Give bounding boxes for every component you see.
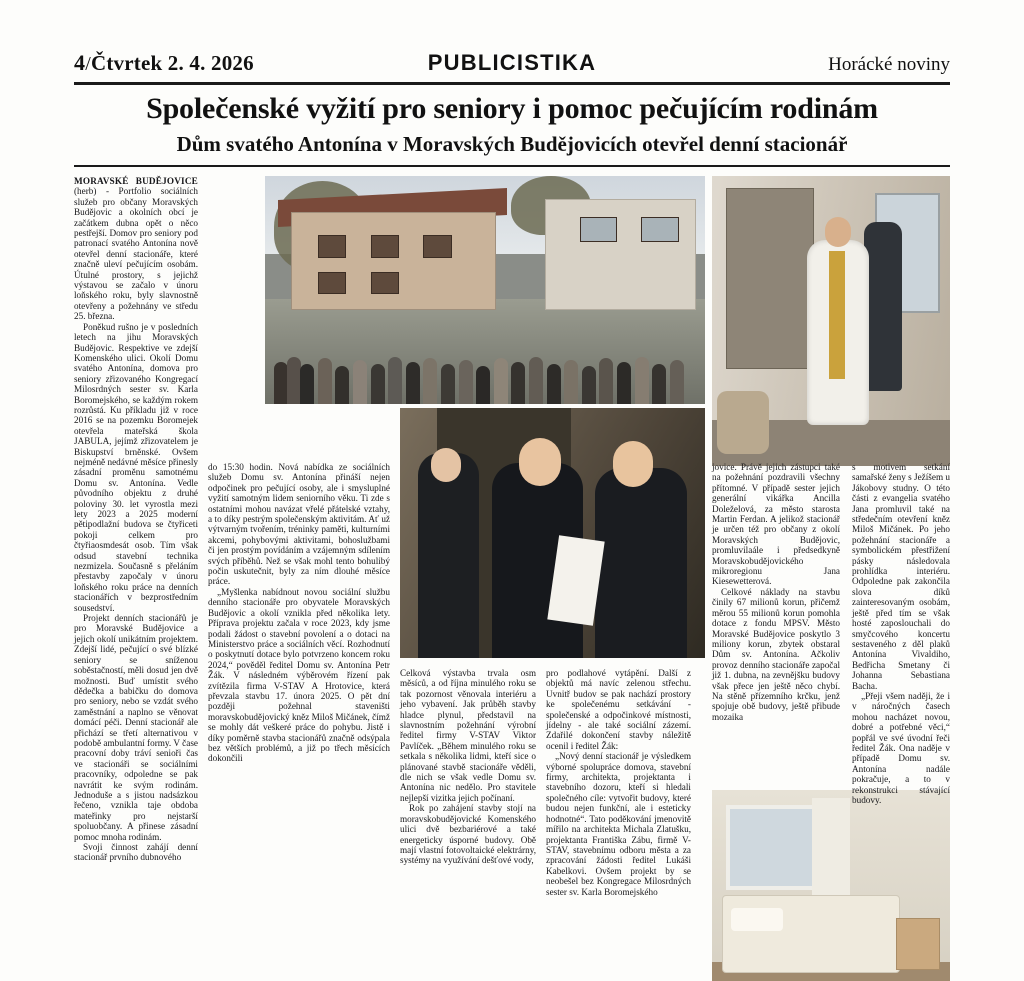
paragraph: „Přeji všem naději, že i v náročných časech mohou nacházet novou, dobré a potřebné věci,“ popřál ve své úvodní řeči ředitel Žák. Ona naděje v případě Domu sv. Antonína nadále pokračuje, a to v rekonstrukci stávající budovy.: [852, 690, 950, 805]
photo-priest-blessing: [712, 176, 950, 466]
dateline-paragraph: [74, 176, 198, 322]
photo-room-interior: [712, 790, 950, 981]
paragraph: s motivem setkání samařské ženy s Ježíšem u Jákobovy studny. O této části z evangelia svatého Jana promluvil také na středečním otevření kněz Miloš Mičánek. Po jeho požehnání stacionáře a symbolickém přestřižení pásky následovala prohlídka interiéru. Odpoledne pak zakončila slova díků zainteresovaným osobám, ještě před tím se však hosté zaposlouchali do smyčcového koncertu sestaveného z děl plaků Antonína Vivaldiho, Bedřicha Smetany či Johanna Sebastiana Bacha.: [852, 462, 950, 691]
paragraph: Celková výstavba trvala osm měsíců, a od října minulého roku se tak pozornost věnovala interiéru a jeho vybavení. Jak průběh stavby hladce plynul, představil na slavnostním požehnání výrobní ředitel firmy V-STAV Viktor Pavlíček. „Během minulého roku se setkala s několika lidmi, kteří sice o plánované stavbě stacionáře věděli, dle nich se však vedle Domu sv. Antonína nic nedělo. Pro stavitele nejlepší vizitka jejich počínaní.: [400, 668, 536, 803]
paragraph: pro podlahové vytápění. Další z objektů má navíc zelenou střechu. Uvnitř budov se pak nachází prostory ke společenému setkávání - společenské a odpočinkové místnosti, jídelny - ale také sociální zázemí. Zdařilé dokončení stavby náležitě ocenil i ředitel Žák:: [546, 668, 691, 751]
paragraph: „Myšlenka nabídnout novou sociální službu denního stacionáře pro obyvatele Moravských Budějovic a okolí vznikla před několika lety. Příprava projektu začala v roce 2023, kdy jsme podali žádost o stavební povolení a o dotaci na Ministerstvo práce a sociálních věcí. Rozhodnutí o poskytnutí dotace bylo potvrzeno koncem roku 2024,“ pověděl ředitel Domu sv. Antonína Petr Žák. V následném výběrovém řízení pak zvítězila firma V-STAV A Hrotovice, která převzala stavbu 17. února 2025. O pět dní později požehnal staveništi moravskobudějovický kněz Miloš Mičánek, čímž se mohly dát veškeré práce do pohybu. Jistě i díky poměrně stavba stacionářů značně odsýpala bez větších problémů, a již po třech měsících dokončili: [208, 586, 390, 764]
masthead-date: Čtvrtek 2. 4. 2026: [90, 51, 254, 75]
page-subtitle: Dům svatého Antonína v Moravských Budějovicích otevřel denní stacionář: [176, 132, 848, 156]
paragraph: Projekt denních stacionářů je pro Moravské Budějovice a jejich okolí unikátním projektem. Zdejší lidé, pečující o své blízké seniory se sníženou soběstačností, měli dosud jen dvě možnosti. Buď umístit svého dědečka a babičku do domova pro seniory, nebo se vzdát svého zaměstnání a naplno se věnovat domácí péči. Denní stacionář ale přichází se třetí alternativou v podobě ambulantní formy. V čase pracovní doby tráví senioři čas ve stacionáři se sociálními pracovníky, odpoledne se pak navrátit ke svým rodinám. Jednoduše a s jistou nadsázkou řečeno, vznikla taje obdoba mateřinky pro nejstarší spoluobčany. A přinese zásadní pomoc mnoha rodinám.: [74, 613, 198, 842]
column-3: [400, 668, 536, 978]
paragraph: jovice. Právě jejich zástupci také na požehnání pozdravili všechny přítomné. V případě sester jejich generální vikářka Ancilla Doleželová, za město starosta Martin Ferdan. A jelikož stacionář je určen též pro občany z okolí Moravských Budějovic, promluvilaále i předsedkyně Moravskobudějovického mikroregionu Jana Kiesewetterová.: [712, 462, 840, 587]
column-4: [546, 668, 691, 978]
column-1: [74, 176, 198, 976]
masthead-left: [74, 50, 254, 76]
page-number: 4: [74, 50, 86, 75]
column-2: [208, 462, 390, 977]
header-rule: [74, 82, 950, 85]
photo-ribbon-cutting: [400, 408, 705, 658]
paragraph: (herb) - Portfolio sociálních služeb pro občany Moravských Budějovic a okolních obcí je začátkem dubna opět o něco pestřejší. Domov pro seniory pod patronací svatého Antonína nově otevřel denní stacionáře, které značně uleví pečujícím osobám. Útulné prostory, s jejichž výstavou se začalo v únoru loňského roku, byly slavnostně otevřeny a požehnány ve středu 25. března.: [74, 186, 198, 322]
page-title: Společenské vyžití pro seniory i pomoc pečujícím rodinám: [146, 92, 878, 125]
column-6: [852, 462, 950, 805]
photo-exterior-ceremony-crowd: [265, 176, 705, 404]
paragraph: Celkové náklady na stavbu činily 67 milionů korun, přičemž měrou 55 milionů korun pomohla dotace z fondu MPSV. Město Moravské Budějovice poskytlo 3 miliony korun, zbytek obstaral Dům sv. Antonína. Ačkoliv provoz denního stacionáře započal již 1. dubna, na zevnějšku budovy však přece jen ještě něco chybí. Na stěně přízemního krčku, jenž spojuje obě budovy, ještě přibude mozaika: [712, 586, 840, 722]
dateline: MORAVSKÉ BUDĚJOVICE: [74, 176, 198, 186]
paragraph: do 15:30 hodin. Nová nabídka ze sociálních služeb Domu sv. Antonína přináší nejen odpočinek pro pečující osoby, ale i smysluplné vyžití samotným lidem seniorního věku. Ti zde s ostatními mohou navázat vřelé přátelské vztahy, a to díky pestrým společenským aktivitám. Ať už výtvarným tvořením, tréninky paměti, kulturními akcemi, pohybovými aktivitami, bohoslužbami či jen prostým povídáním a vzájemným sdílením svých příběhů. Než se však mohl tento bohulibý počin uskutečnit, byly za ním dlouhé měsíce práce.: [208, 462, 390, 587]
paragraph: Rok po zahájení stavby stojí na moravskobudějovické Komenského ulici dvě bezbariérové a také energeticky úsporné budovy. Obě mají vlastní fotovoltaické elektrárny, systémy na využívání dešťové vody,: [400, 803, 536, 866]
section-title: PUBLICISTIKA: [427, 50, 597, 75]
masthead-separator: /: [85, 53, 91, 75]
column-5: [712, 462, 840, 772]
paper-name: Horácké noviny: [828, 54, 950, 75]
headline-rule: [74, 165, 950, 167]
masthead: [74, 42, 950, 76]
paragraph: Svoji činnost zahájí denní stacionář prvního dubnového: [74, 842, 198, 863]
paragraph: Poněkud rušno je v posledních letech na jihu Moravských Budějovic. Respektive ve zdejší Komenského ulici. Okolí Domu svatého Antonína, domova pro seniory zřizovaného Kongregací Milosrdných sester sv. Karla Boromejského, se každým rokem rozrůstá. Ku příkladu již v roce 2016 se na pozemku Boromejek otevřela mateřská škola JABULA, jejímž zřizovatelem je Biskupství brněnské. Ovšem nejméně nedávné měsíce přinesly zásadní proměnu samotnému Domu sv. Antonína. Vedle původního objektu z druhé poloviny 30. let vyrostla mezi lety 2023 a 2025 moderní pětipodlažní budova se čtyřiceti pokoji celkem pro čtyřiaosmdesát osob. Tím však odsud stavební technika nezmizela. Současně s přeláním přestavby započaly v únoru loňského roku práce na denních stacionářích v bezprostředním sousedství.: [74, 321, 198, 613]
paragraph: „Nový denní stacionář je výsledkem výborné spolupráce domova, stavební firmy, architekta, projektanta i stavebního dozoru, kteří si hledali společného cíle: vytvořit budovy, které budou nejen funkční, ale i esteticky hodnotné“. Tato poděkování jmenovitě mířilo na architekta Michala Zlatušku, projektanta Františka Zábu, firmě V-STAV, stavebnímu odboru města a za zpracování žádosti ředitel Lukáši Kabelkovi. Ovšem projekt by se neobešel bez Kongregace Milosrdných sester sv. Karla Boromejského: [546, 751, 691, 897]
